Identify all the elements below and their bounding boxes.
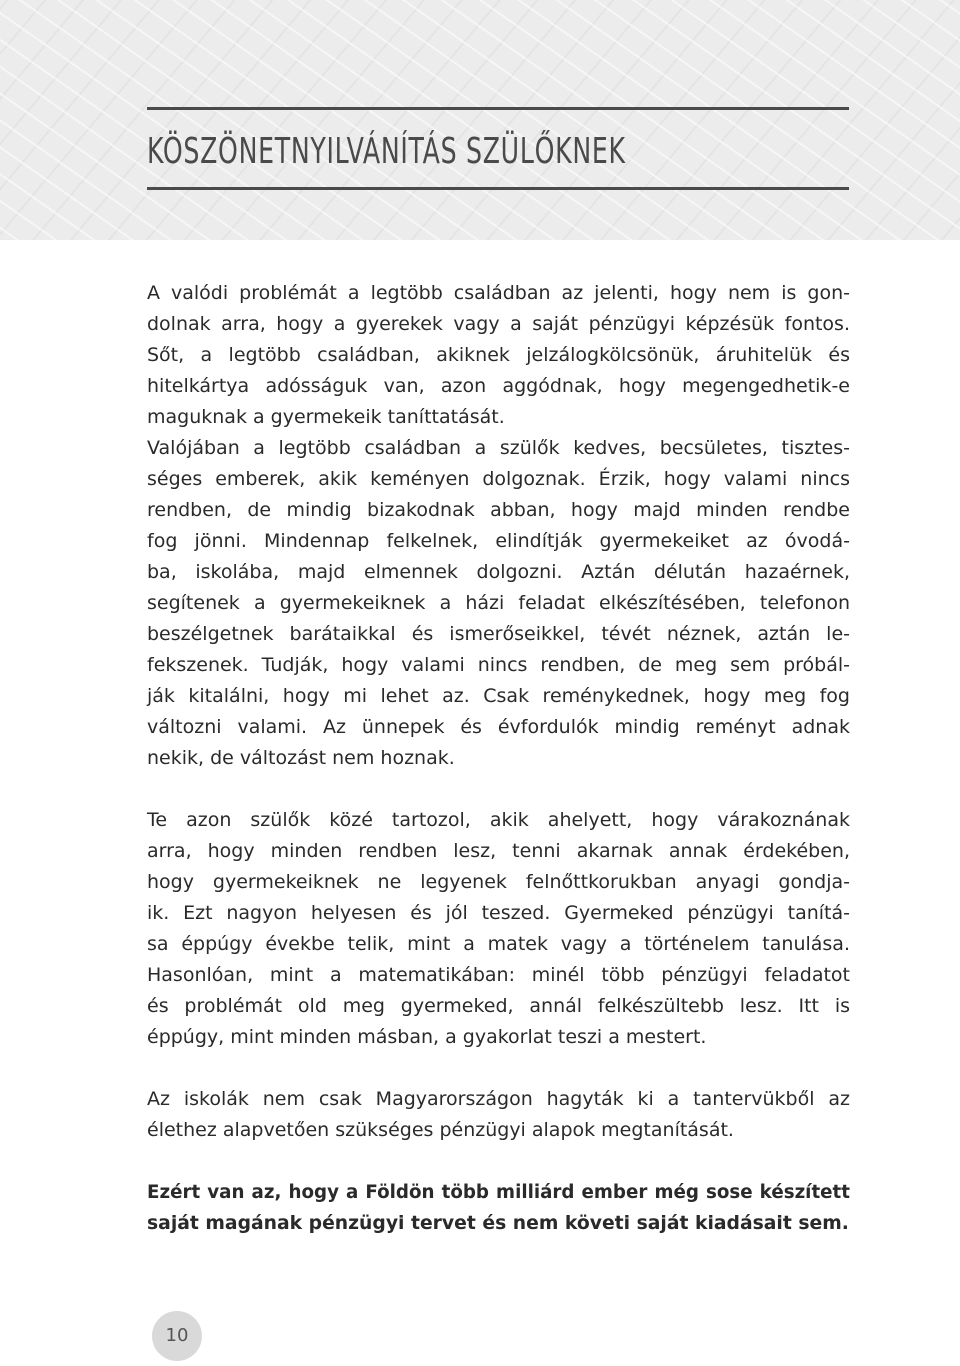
text-line: Az iskolák nem csak Magyarországon hagyták ki a tantervükből az [147, 1088, 850, 1110]
text-line: változni valami. Az ünnepek és évfordulók mindig reményt adnak [147, 716, 850, 738]
text-line: séges emberek, akik keményen dolgoznak. Érzik, hogy valami nincs [147, 468, 850, 490]
text-line: ják kitalálni, hogy mi lehet az. Csak reménykednek, hogy meg fog [147, 685, 850, 707]
text-line: maguknak a gyermekeik taníttatását. [147, 406, 505, 428]
text-line: Sőt, a legtöbb családban, akiknek jelzálogkölcsönük, áruhitelük és [147, 344, 850, 366]
body-text [147, 278, 850, 1239]
text-line: fekszenek. Tudják, hogy valami nincs rendben, de meg sem próbál- [147, 654, 850, 676]
paragraph-gap [147, 1146, 850, 1177]
text-line: rendben, de mindig bizakodnak abban, hogy majd minden rendbe [147, 499, 850, 521]
paragraph-1 [147, 278, 850, 774]
page-number-badge: 10 [152, 1311, 202, 1361]
text-line: fog jönni. Mindennap felkelnek, elindítják gyermekeiket az óvodá- [147, 530, 850, 552]
text-line: dolnak arra, hogy a gyerekek vagy a saját pénzügyi képzésük fontos. [147, 313, 850, 335]
text-line: nekik, de változást nem hoznak. [147, 747, 455, 769]
paragraph-2 [147, 805, 850, 1053]
text-line: segítenek a gyermekeiknek a házi feladat elkészítésében, telefonon [147, 592, 850, 614]
text-line: Hasonlóan, mint a matematikában: minél több pénzügyi feladatot [147, 964, 850, 986]
text-line: saját magának pénzügyi tervet és nem követi saját kiadásait sem. [147, 1213, 849, 1234]
text-line: Valójában a legtöbb családban a szülők kedves, becsületes, tisztes- [147, 437, 850, 459]
text-line: beszélgetnek barátaikkal és ismerőseikkel, tévét néznek, aztán le- [147, 623, 850, 645]
text-line: A valódi problémát a legtöbb családban az jelenti, hogy nem is gon- [147, 282, 850, 304]
text-line: ik. Ezt nagyon helyesen és jól teszed. Gyermeked pénzügyi tanítá- [147, 902, 850, 924]
text-line: sa éppúgy évekbe telik, mint a matek vagy a történelem tanulása. [147, 933, 850, 955]
paragraph-3 [147, 1084, 850, 1146]
paragraph-4-emphasis [147, 1177, 850, 1239]
header-pattern-band [0, 0, 960, 240]
text-line: és problémát old meg gyermeked, annál felkészültebb lesz. Itt is [147, 995, 850, 1017]
title-rule-bottom [147, 187, 849, 190]
text-line: ba, iskolába, majd elmennek dolgozni. Aztán délután hazaérnek, [147, 561, 850, 583]
paragraph-gap [147, 1053, 850, 1084]
paragraph-gap [147, 774, 850, 805]
text-line: arra, hogy minden rendben lesz, tenni akarnak annak érdekében, [147, 840, 850, 862]
text-line: élethez alapvetően szükséges pénzügyi alapok megtanítását. [147, 1119, 734, 1141]
title-rule-top [147, 107, 849, 110]
text-line: Te azon szülők közé tartozol, akik ahelyett, hogy várakoznának [147, 809, 850, 831]
text-line: hitelkártya adósságuk van, azon aggódnak, hogy megengedhetik-e [147, 375, 850, 397]
text-line: éppúgy, mint minden másban, a gyakorlat teszi a mestert. [147, 1026, 707, 1048]
page-title: KÖSZÖNETNYILVÁNÍTÁS SZÜLŐKNEK [147, 131, 626, 172]
text-line: hogy gyermekeiknek ne legyenek felnőttkorukban anyagi gondja- [147, 871, 850, 893]
text-line: Ezért van az, hogy a Földön több milliárd ember még sose készített [147, 1182, 850, 1203]
